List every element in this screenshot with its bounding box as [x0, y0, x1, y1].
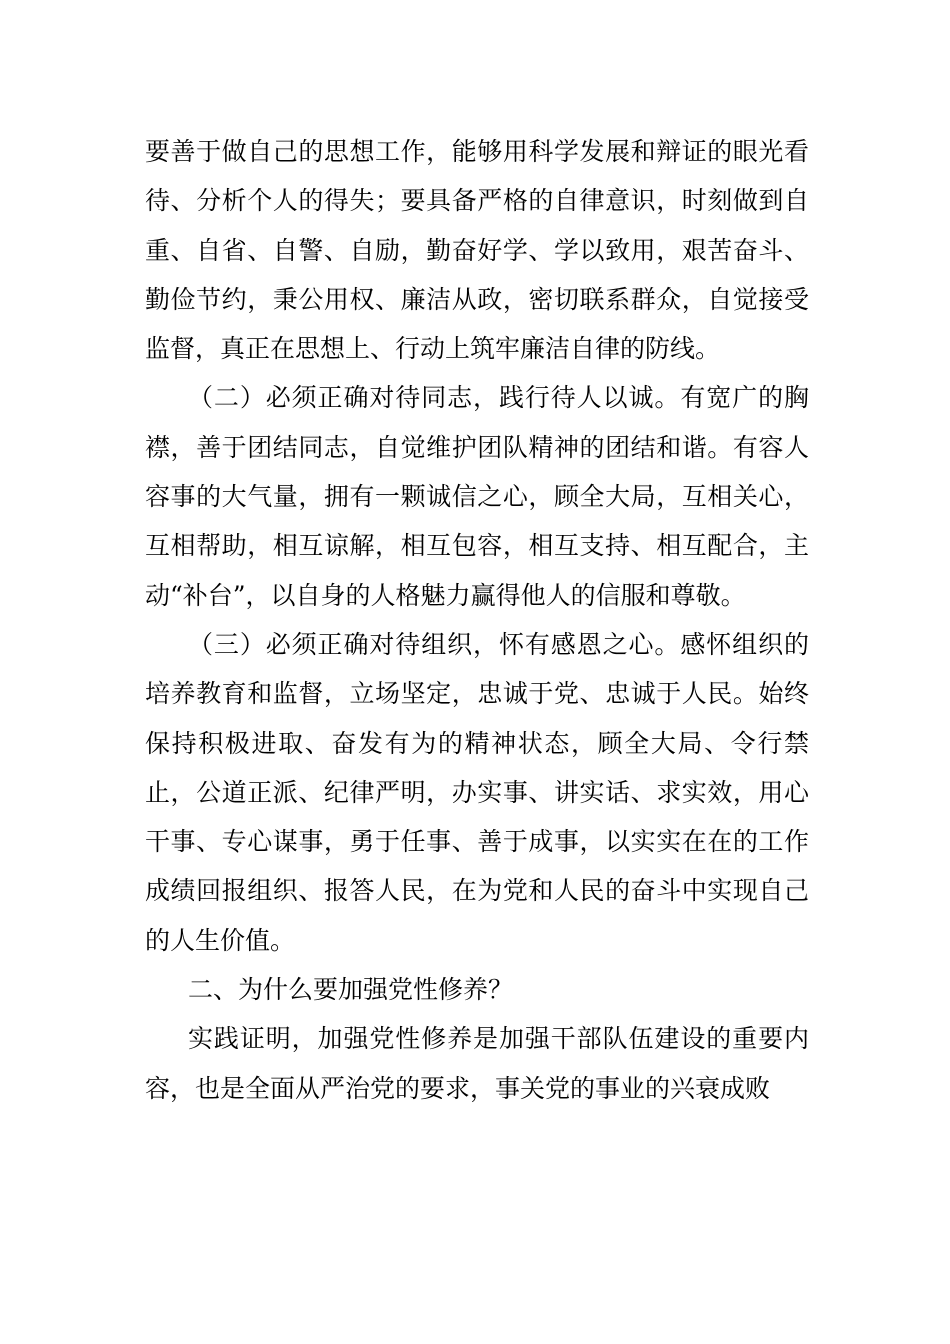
paragraph-section-2: （二）必须正确对待同志，践行待人以诚。有宽广的胸襟，善于团结同志，自觉维护团队精神的团结和谐。有容人容事的大气量，拥有一颗诚信之心，顾全大局，互相关心，互相帮助，相互谅解，相互包容，相互支持、相互配合，主动“补台”，以自身的人格魅力赢得他人的信服和尊敬。	[145, 383, 809, 610]
paragraph-section-3: （三）必须正确对待组织，怀有感恩之心。感怀组织的培养教育和监督，立场坚定，忠诚于党、忠诚于人民。始终保持积极进取、奋发有为的精神状态，顾全大局、令行禁止，公道正派、纪律严明，办实事、讲实话、求实效，用心干事、专心谋事，勇于任事、善于成事，以实实在在的工作成绩回报组织、报答人民，在为党和人民的奋斗中实现自己的人生价值。	[145, 629, 809, 955]
document-page	[145, 127, 809, 1113]
paragraph-continuation: 要善于做自己的思想工作，能够用科学发展和辩证的眼光看待、分析个人的得失；要具备严格的自律意识，时刻做到自重、自省、自警、自励，勤奋好学、学以致用，艰苦奋斗、勤俭节约，秉公用权、廉洁从政，密切联系群众，自觉接受监督，真正在思想上、行动上筑牢廉洁自律的防线。	[145, 137, 809, 364]
paragraph-practice: 实践证明，加强党性修养是加强干部队伍建设的重要内容，也是全面从严治党的要求，事关党的事业的兴衰成败	[145, 1024, 809, 1103]
section-heading: 二、为什么要加强党性修养？	[188, 975, 514, 1005]
